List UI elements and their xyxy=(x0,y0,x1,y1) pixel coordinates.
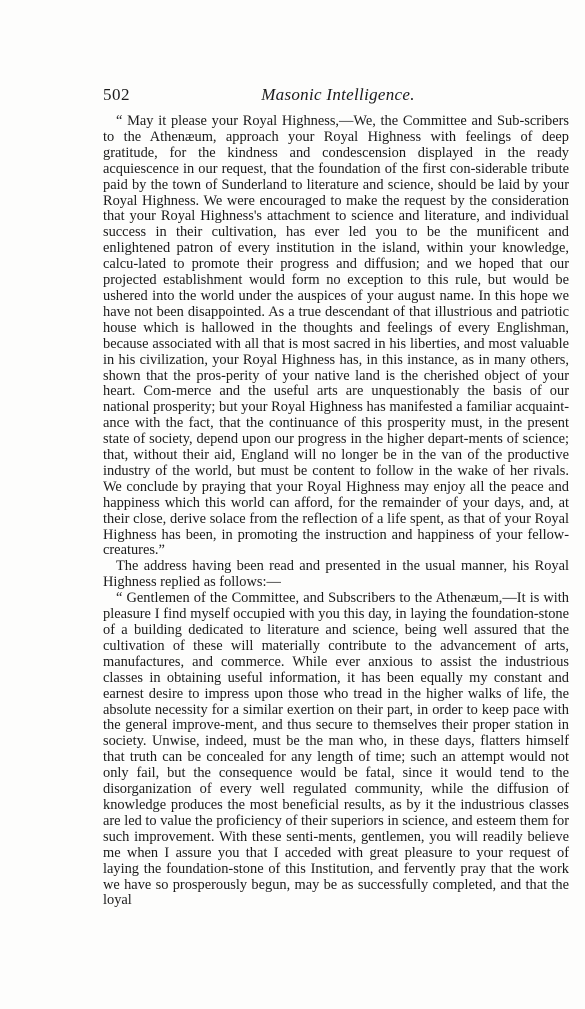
page-number: 502 xyxy=(103,85,130,104)
body-text xyxy=(103,114,569,909)
narrative-paragraph: The address having been read and presented in the usual manner, his Royal Highness replied as follows:— xyxy=(103,558,569,591)
reply-paragraph: “ Gentlemen of the Committee, and Subscribers to the Athenæum,—It is with pleasure I find myself occupied with you this day, in laying the foundation-stone of a building dedicated to literature and science, being well assured that the cultivation of these will materially contribute to the advancement of arts, manufactures, and commerce. While ever anxious to assist the industrious classes in obtaining useful information, it has been equally my constant and earnest desire to impress upon those who tread in the higher walks of life, the absolute necessity for a similar exertion on their part, in order to keep pace with the general improve-ment, and thus secure to themselves their proper station in society. Unwise, indeed, must be the man who, in these days, flatters himself that truth can be concealed for any length of time; such an attempt would not only fail, but the consequence would be fatal, since it would tend to the disorganization of every well regulated community, while the diffusion of knowledge produces the most beneficial results, as by it the industrious classes are led to value the proficiency of their superiors in science, and esteem them for such improvement. With these senti-ments, gentlemen, you will readily believe me when I assure you that I acceded with great pleasure to your request of laying the foundation-stone of this Institution, and fervently pray that the work we have so prosperously begun, may be as successfully completed, and that the loyal xyxy=(103,590,569,909)
running-title: Masonic Intelligence. xyxy=(261,85,415,104)
running-head xyxy=(103,84,573,106)
address-paragraph: “ May it please your Royal Highness,—We, the Committee and Sub-scribers to the Athenæum, approach your Royal Highness with feelings of deep gratitude, for the kindness and condescension displayed in the ready acquiescence in our request, that the foundation of the first con-siderable tribute paid by the town of Sunderland to literature and science, should be laid by your Royal Highness. We were encouraged to make the request by the consideration that your Royal Highness's attachment to science and literature, and individual success in their cultivation, has ever led you to be the munificent and enlightened patron of every institution in the island, within your knowledge, calcu-lated to promote their progress and diffusion; and we hoped that our projected establishment would form no exception to this rule, but would be ushered into the world under the auspices of your august name. In this hope we have not been disappointed. As a true descendant of that illustrious and patriotic house which is hallowed in the thoughts and feelings of every Englishman, because associated with all that is most sacred in his liberties, and most valuable in his civilization, your Royal Highness has, in this instance, as in many others, shown that the pros-perity of your native land is the cherished object of your heart. Com-merce and the useful arts are unquestionably the basis of our national prosperity; but your Royal Highness has manifested a familiar acquaint-ance with the fact, that the continuance of this prosperity must, in the present state of society, depend upon our progress in the higher depart-ments of science; that, without their aid, England will no longer be in the van of the productive industry of the world, but must be content to follow in the wake of her rivals. We conclude by praying that your Royal Highness may enjoy all the peace and happiness which this world can afford, for the remainder of your days, and, at their close, derive solace from the reflection of a life spent, as that of your Royal Highness has been, in promoting the instruction and happiness of your fellow-creatures.” xyxy=(103,113,569,559)
